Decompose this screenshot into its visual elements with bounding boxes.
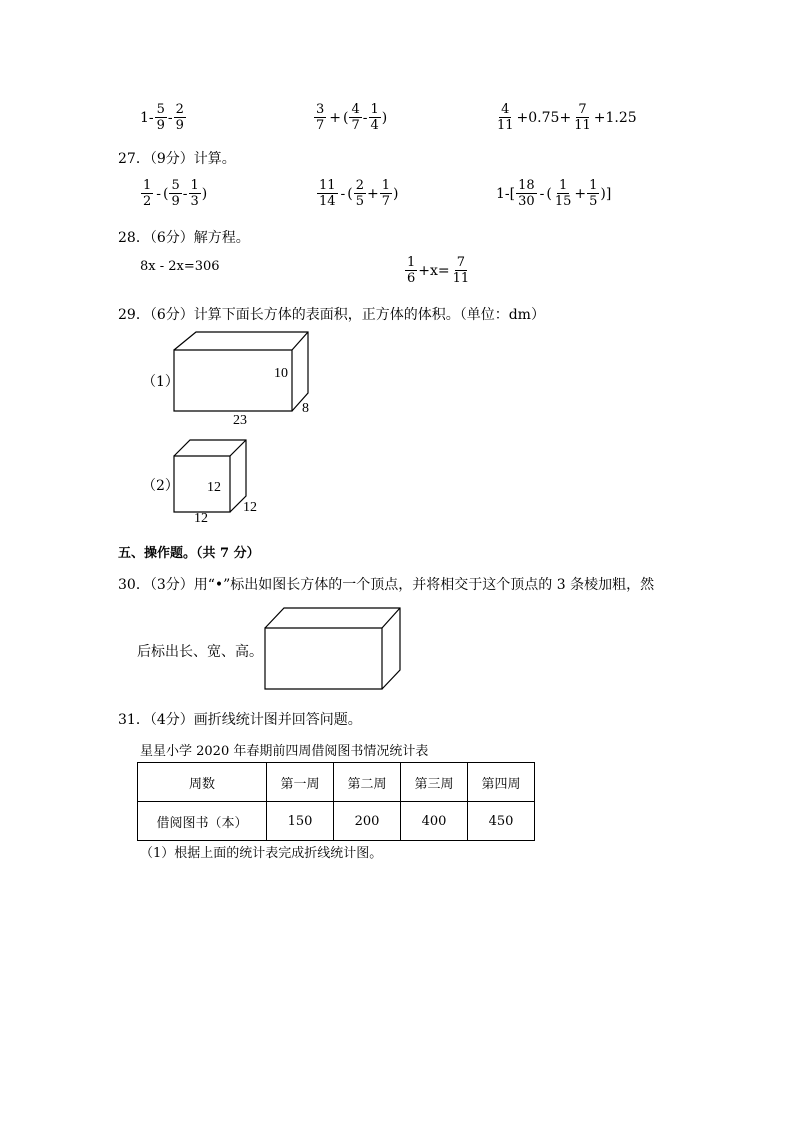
table-cell: 200 (334, 802, 401, 841)
table-cell: 400 (401, 802, 468, 841)
table-header-cell: 第三周 (401, 763, 468, 802)
expr-27-1: $\frac{1}{2}$ - ( $\frac{5}{9}$ - $\frac{1}{3}$ ) (143, 178, 208, 209)
statistics-table (137, 762, 535, 841)
expr-27-2: $\frac{11}{14}$ - ( $\frac{2}{5}$ + $\frac{1}{7}$ ) (319, 178, 399, 209)
equation-1: 8x - 2x=306 (140, 259, 220, 274)
cuboid-drawing-area (262, 605, 404, 693)
cube-figure (170, 436, 250, 516)
question-30-line1: 30．（3分）用“•”标出如图长方体的一个顶点，并将相交于这个顶点的 3 条棱加粗，然 (118, 577, 655, 593)
table-header-cell: 第四周 (468, 763, 535, 802)
table-cell: 150 (267, 802, 334, 841)
table-header-cell: 第二周 (334, 763, 401, 802)
cuboid-length-label: 23 (233, 413, 247, 428)
table-header-row (138, 763, 535, 802)
equation-2: $\frac{1}{6}$ +x= $\frac{7}{11}$ (407, 255, 470, 286)
expr-27-3: 1-[ $\frac{18}{30}$ - ( $\frac{1}{15}$ + $\frac{1}{5}$ )] (496, 178, 612, 209)
section-5-title: 五、操作题。（共 7 分） (118, 546, 260, 561)
question-31-sub1: （1）根据上面的统计表完成折线统计图。 (140, 846, 383, 861)
figure-1-label: （1） (142, 374, 179, 390)
expr-26-3: $\frac{4}{11}$ +0.75+ $\frac{7}{11}$ +1.25 (497, 102, 637, 133)
cuboid-width-label: 8 (302, 401, 309, 416)
table-cell: 450 (468, 802, 535, 841)
cube-front-label: 12 (207, 480, 221, 495)
question-28-title: 28．（6分）解方程。 (118, 230, 250, 246)
figure-2-label: （2） (142, 478, 179, 494)
question-27-title: 27．（9分）计算。 (118, 151, 236, 167)
expr-26-2: $\frac{3}{7}$ + ( $\frac{4}{7}$ - $\frac{1}{4}$ ) (316, 102, 388, 133)
table-cell: 借阅图书（本） (138, 802, 267, 841)
expr-26-1: 1- $\frac{5}{9}$ - $\frac{2}{9}$ (140, 102, 184, 133)
table-header-cell: 周数 (138, 763, 267, 802)
table-title: 星星小学 2020 年春期前四周借阅图书情况统计表 (140, 744, 429, 759)
cube-side-label: 12 (243, 500, 257, 515)
question-31-title: 31．（4分）画折线统计图并回答问题。 (118, 712, 362, 728)
table-row (138, 802, 535, 841)
cube-bottom-label: 12 (194, 511, 208, 526)
question-29-title: 29．（6分）计算下面长方体的表面积，正方体的体积。（单位：dm） (118, 307, 545, 323)
table-header-cell: 第一周 (267, 763, 334, 802)
question-30-line2: 后标出长、宽、高。 (137, 644, 263, 660)
cuboid-height-label: 10 (274, 366, 288, 381)
